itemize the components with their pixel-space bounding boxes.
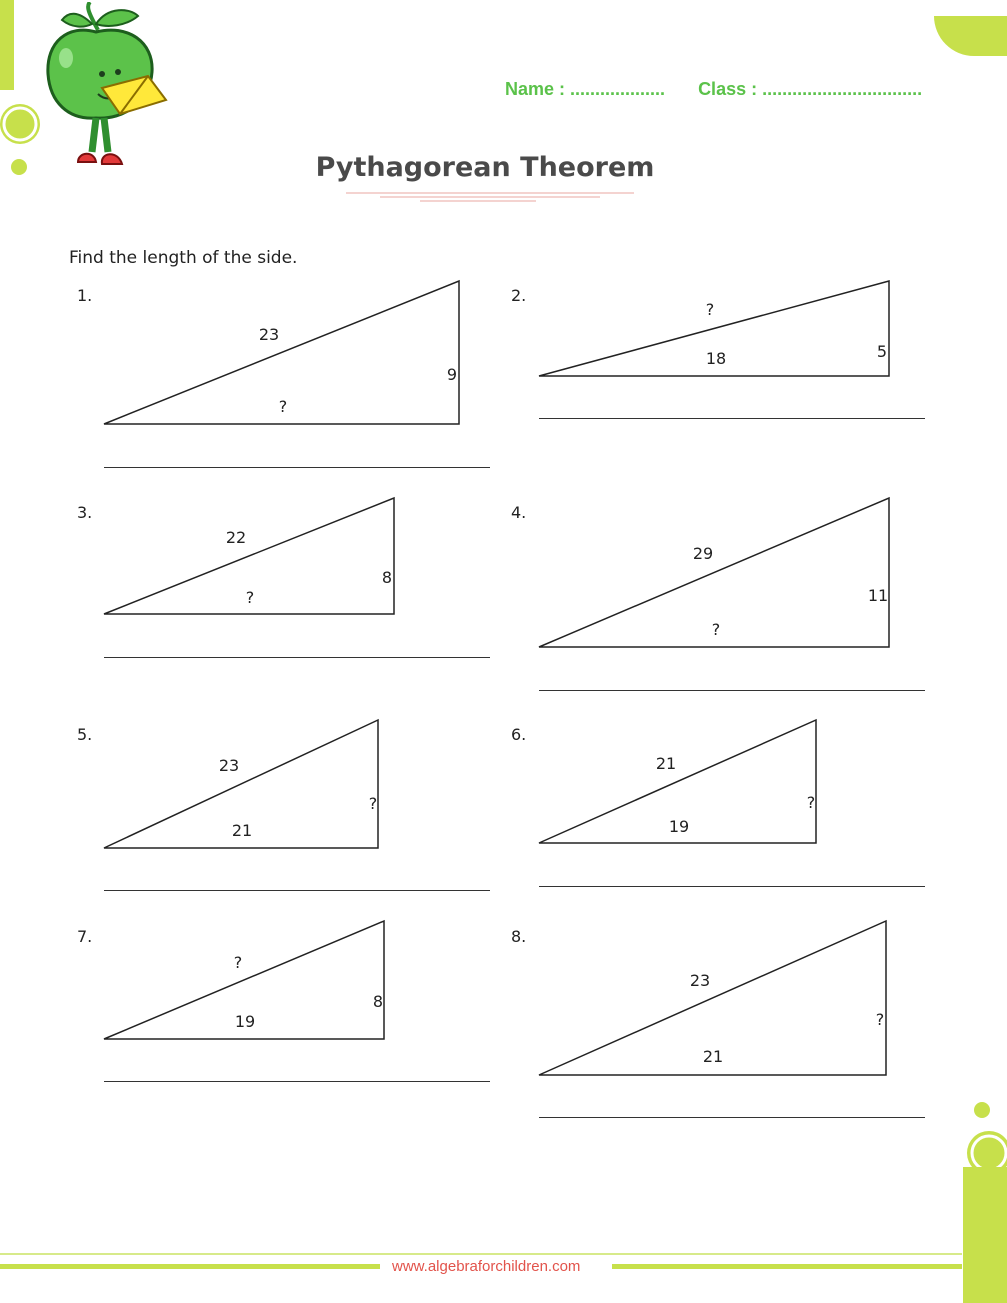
top-right-decoration — [920, 0, 1007, 90]
vertical-side-label: 5 — [876, 342, 888, 361]
vertical-side-label: ? — [368, 794, 378, 813]
problem-number: 2. — [511, 286, 527, 305]
title-underline-decoration — [340, 190, 640, 204]
base-side-label: ? — [245, 588, 255, 607]
answer-line-8[interactable] — [539, 1117, 925, 1118]
name-class-header — [505, 79, 950, 100]
problem-number: 3. — [77, 503, 93, 522]
problem-number: 5. — [77, 725, 93, 744]
vertical-side-label: ? — [806, 793, 816, 812]
page-title: Pythagorean Theorem — [315, 152, 655, 183]
problem-number: 7. — [77, 927, 93, 946]
instructions-text: Find the length of the side. — [69, 248, 298, 268]
hypotenuse-label: 22 — [225, 528, 247, 547]
problem-number: 4. — [511, 503, 527, 522]
hypotenuse-label: 29 — [692, 544, 714, 563]
base-side-label: 21 — [702, 1047, 724, 1066]
base-side-label: ? — [711, 620, 721, 639]
base-side-label: 19 — [234, 1012, 256, 1031]
vertical-side-label: 9 — [446, 365, 458, 384]
vertical-side-label: 11 — [867, 586, 889, 605]
answer-line-7[interactable] — [104, 1081, 490, 1082]
hypotenuse-label: 23 — [689, 971, 711, 990]
footer-website-link[interactable]: www.algebraforchildren.com — [388, 1258, 584, 1275]
bottom-right-decoration — [955, 1095, 1007, 1303]
answer-line-6[interactable] — [539, 886, 925, 887]
hypotenuse-label: 23 — [258, 325, 280, 344]
hypotenuse-label: ? — [233, 953, 243, 972]
answer-line-4[interactable] — [539, 690, 925, 691]
name-field-label: Name : ................... — [505, 79, 666, 99]
problem-number: 1. — [77, 286, 93, 305]
answer-line-3[interactable] — [104, 657, 490, 658]
hypotenuse-label: 21 — [655, 754, 677, 773]
problem-number: 8. — [511, 927, 527, 946]
hypotenuse-label: 23 — [218, 756, 240, 775]
vertical-side-label: 8 — [372, 992, 384, 1011]
class-field-label: Class : ................................ — [698, 79, 923, 99]
answer-line-5[interactable] — [104, 890, 490, 891]
base-side-label: 19 — [668, 817, 690, 836]
answer-line-2[interactable] — [539, 418, 925, 419]
base-side-label: ? — [278, 397, 288, 416]
base-side-label: 21 — [231, 821, 253, 840]
hypotenuse-label: ? — [705, 300, 715, 319]
base-side-label: 18 — [705, 349, 727, 368]
vertical-side-label: 8 — [381, 568, 393, 587]
answer-line-1[interactable] — [104, 467, 490, 468]
vertical-side-label: ? — [875, 1010, 885, 1029]
problem-number: 6. — [511, 725, 527, 744]
